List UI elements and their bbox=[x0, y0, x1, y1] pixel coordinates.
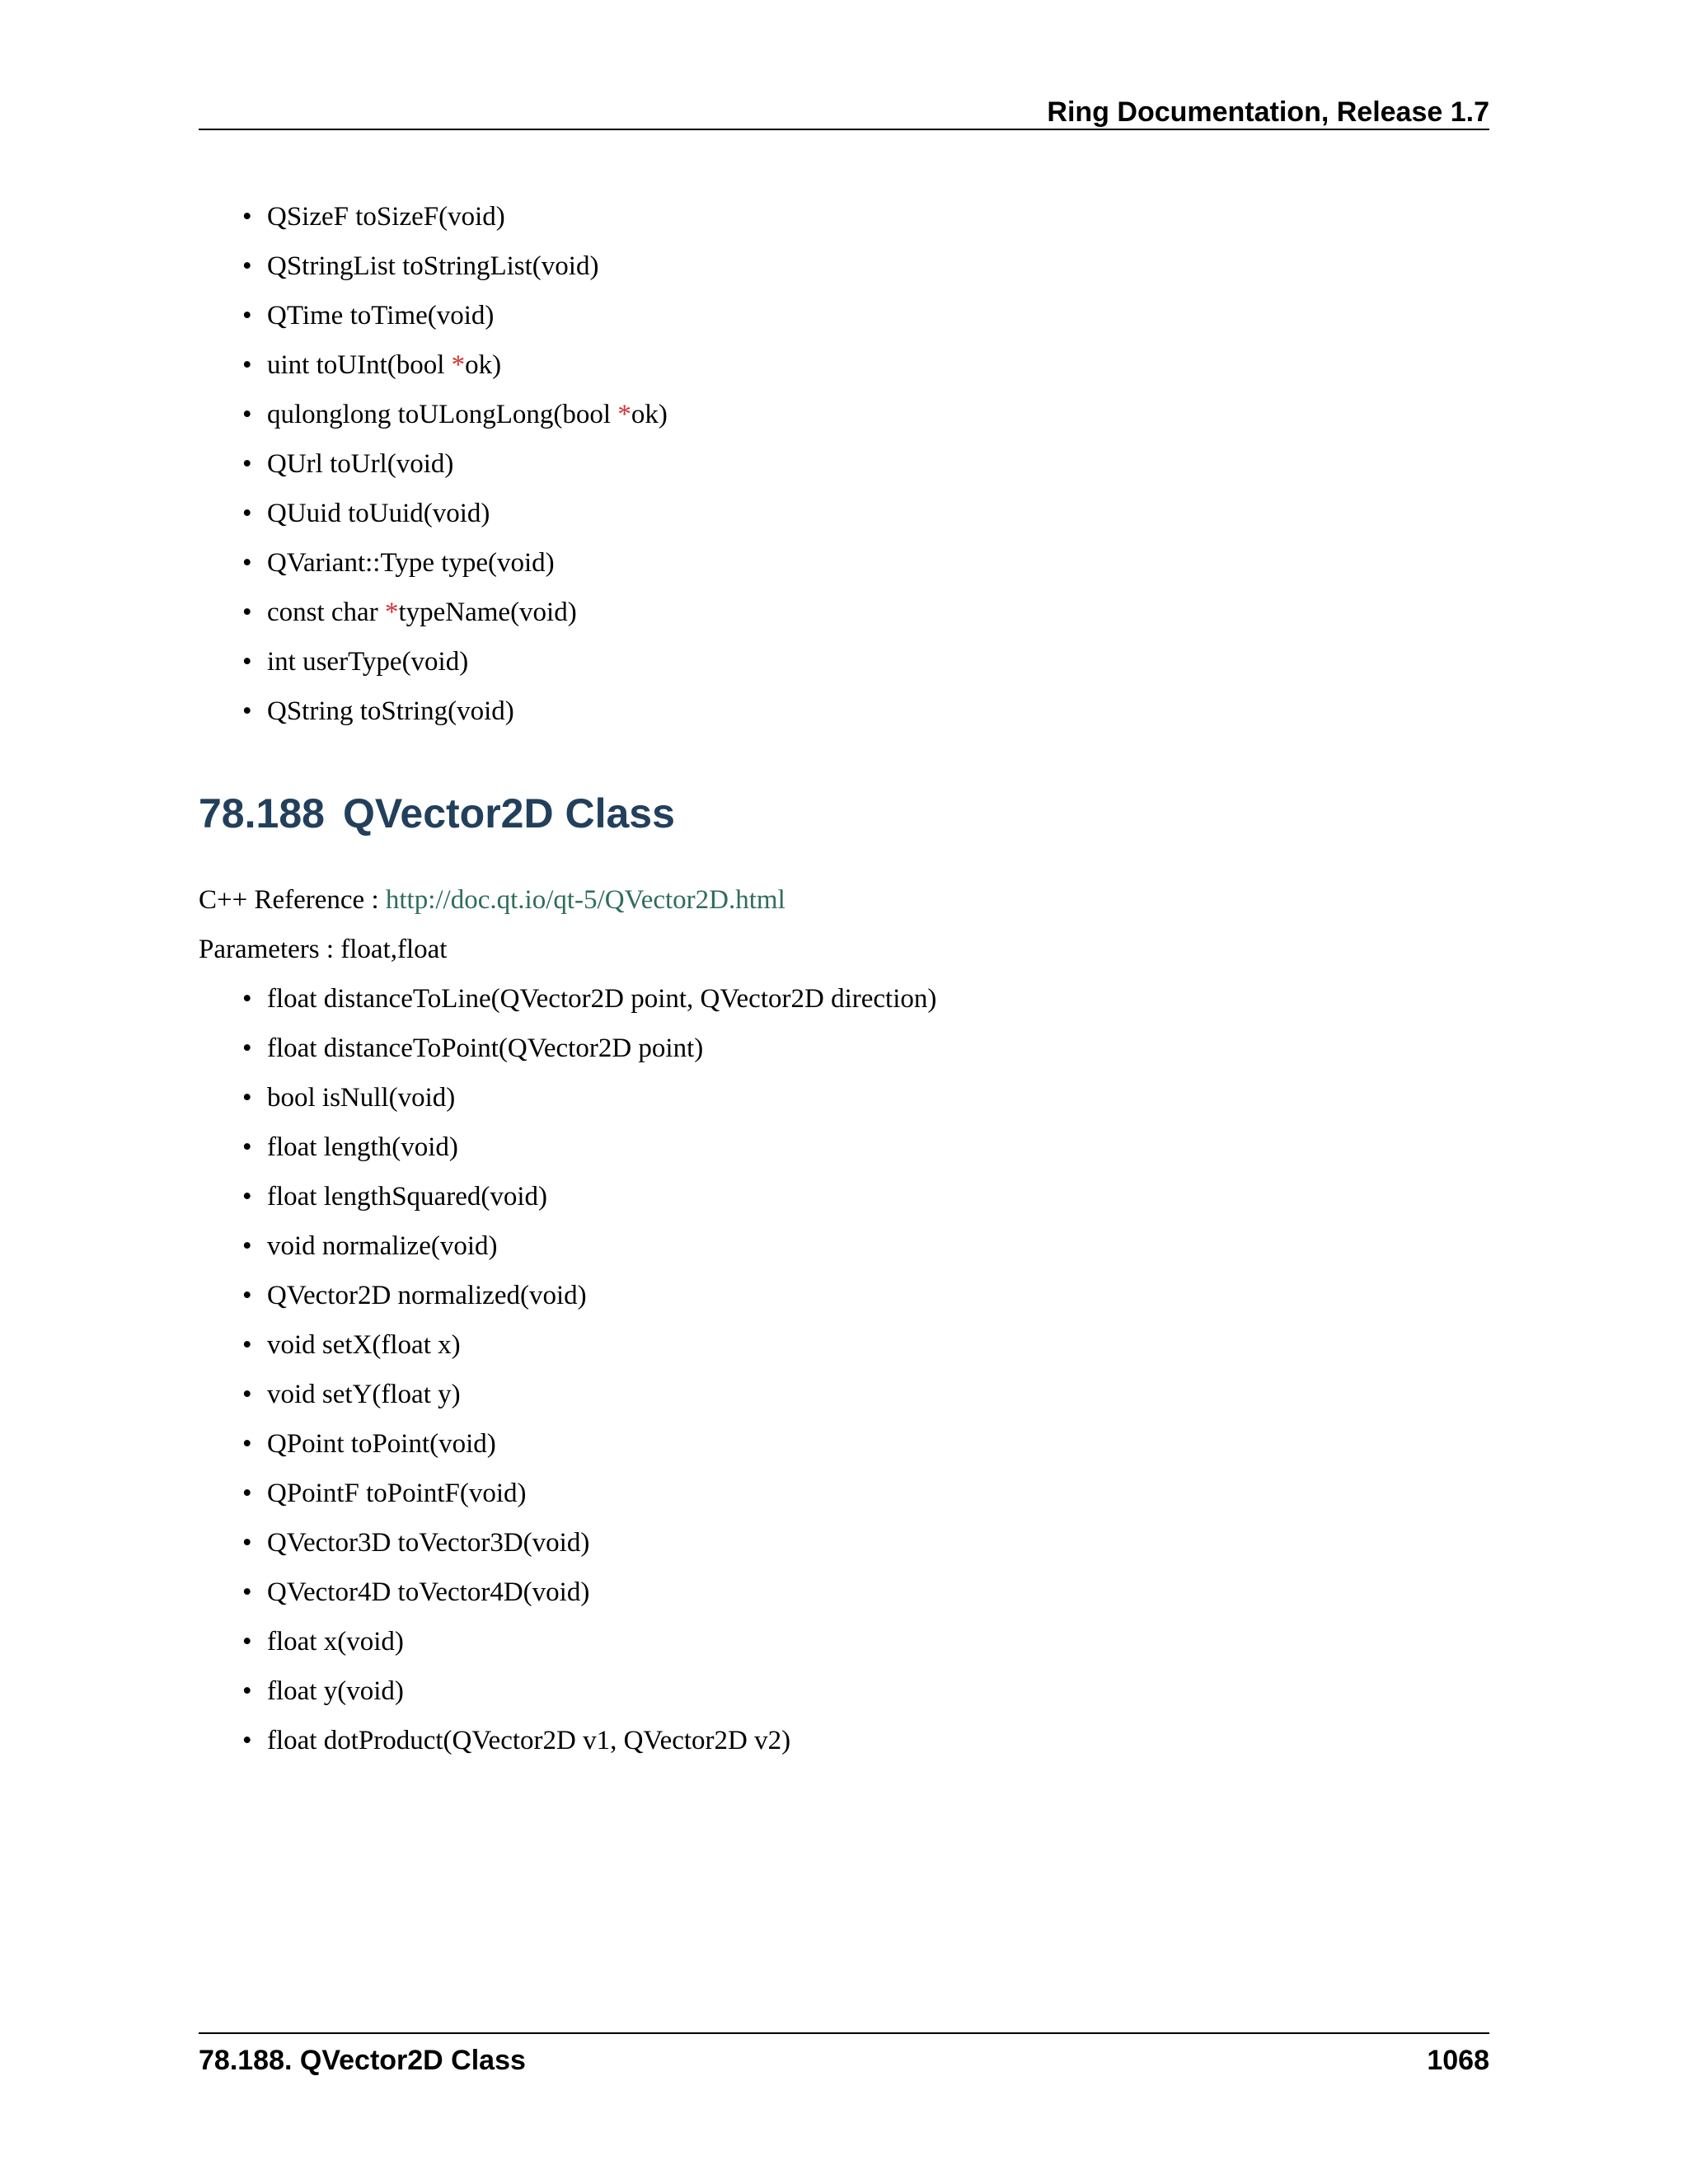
list-item bbox=[0, 588, 1688, 637]
bullet-icon: • bbox=[242, 449, 252, 479]
bullet-icon: • bbox=[242, 1281, 252, 1310]
method-signature: int userType(void) bbox=[267, 647, 469, 677]
pointer-star: * bbox=[451, 350, 466, 380]
method-signature: QVector4D toVector4D(void) bbox=[267, 1577, 590, 1607]
method-list-continued bbox=[0, 192, 1688, 736]
method-signature: QTime toTime(void) bbox=[267, 301, 495, 330]
bullet-icon: • bbox=[242, 1528, 252, 1558]
bullet-icon: • bbox=[242, 1479, 252, 1508]
list-item bbox=[0, 340, 1688, 390]
method-signature-pre: uint toUInt(bool bbox=[267, 350, 452, 380]
method-signature: bool isNull(void) bbox=[267, 1083, 456, 1113]
method-signature: QStringList toStringList(void) bbox=[267, 251, 599, 281]
list-item bbox=[0, 1568, 1688, 1617]
bullet-icon: • bbox=[242, 1676, 252, 1706]
list-item bbox=[0, 1716, 1688, 1765]
bullet-icon: • bbox=[242, 301, 252, 330]
bullet-icon: • bbox=[242, 1380, 252, 1409]
bullet-icon: • bbox=[242, 499, 252, 528]
method-signature: float x(void) bbox=[267, 1627, 404, 1657]
reference-label: C++ Reference : bbox=[199, 885, 386, 915]
bullet-icon: • bbox=[242, 202, 252, 232]
bullet-icon: • bbox=[242, 647, 252, 677]
list-item bbox=[0, 1320, 1688, 1370]
method-list bbox=[0, 974, 1688, 1765]
bullet-icon: • bbox=[242, 548, 252, 578]
method-signature-pre: const char bbox=[267, 598, 385, 627]
page-footer bbox=[199, 2032, 1489, 2083]
list-item bbox=[0, 687, 1688, 736]
method-signature-post: ok) bbox=[631, 400, 668, 429]
bullet-icon: • bbox=[242, 598, 252, 627]
bullet-icon: • bbox=[242, 1330, 252, 1360]
reference-link[interactable]: http://doc.qt.io/qt-5/QVector2D.html bbox=[385, 885, 785, 915]
bullet-icon: • bbox=[242, 1083, 252, 1113]
list-item bbox=[0, 1419, 1688, 1469]
list-item bbox=[0, 439, 1688, 489]
method-signature: void normalize(void) bbox=[267, 1231, 498, 1261]
method-signature: float distanceToLine(QVector2D point, QVector2D direction) bbox=[267, 984, 937, 1014]
pointer-star: * bbox=[384, 598, 399, 627]
method-signature: void setX(float x) bbox=[267, 1330, 461, 1360]
bullet-icon: • bbox=[242, 350, 252, 380]
method-signature: float length(void) bbox=[267, 1132, 458, 1162]
list-item bbox=[0, 637, 1688, 687]
method-signature: QString toString(void) bbox=[267, 696, 514, 726]
list-item bbox=[0, 241, 1688, 291]
bullet-icon: • bbox=[242, 1577, 252, 1607]
list-item bbox=[0, 1221, 1688, 1271]
method-signature: QVector3D toVector3D(void) bbox=[267, 1528, 590, 1558]
section-title: QVector2D Class bbox=[342, 790, 675, 837]
method-signature: QUrl toUrl(void) bbox=[267, 449, 454, 479]
bullet-icon: • bbox=[242, 1627, 252, 1657]
list-item bbox=[0, 1666, 1688, 1716]
method-signature: float y(void) bbox=[267, 1676, 404, 1706]
page-header bbox=[199, 91, 1489, 130]
list-item bbox=[0, 192, 1688, 241]
list-item bbox=[0, 1617, 1688, 1666]
section-number: 78.188 bbox=[199, 790, 325, 837]
bullet-icon: • bbox=[242, 251, 252, 281]
method-signature-post: ok) bbox=[465, 350, 502, 380]
list-item bbox=[0, 1271, 1688, 1320]
method-signature: QUuid toUuid(void) bbox=[267, 499, 490, 528]
list-item bbox=[0, 1370, 1688, 1419]
list-item bbox=[0, 538, 1688, 588]
bullet-icon: • bbox=[242, 1182, 252, 1212]
cpp-reference-line bbox=[199, 880, 785, 920]
list-item bbox=[0, 291, 1688, 340]
page-number: 1068 bbox=[1427, 2045, 1489, 2076]
method-signature: float dotProduct(QVector2D v1, QVector2D v2) bbox=[267, 1726, 791, 1755]
list-item bbox=[0, 1172, 1688, 1221]
method-signature: float lengthSquared(void) bbox=[267, 1182, 547, 1212]
document-title: Ring Documentation, Release 1.7 bbox=[1047, 96, 1489, 128]
bullet-icon: • bbox=[242, 1132, 252, 1162]
bullet-icon: • bbox=[242, 400, 252, 429]
method-signature: QSizeF toSizeF(void) bbox=[267, 202, 505, 232]
list-item bbox=[0, 974, 1688, 1024]
method-signature: float distanceToPoint(QVector2D point) bbox=[267, 1033, 704, 1063]
pointer-star: * bbox=[617, 400, 631, 429]
bullet-icon: • bbox=[242, 1726, 252, 1755]
list-item bbox=[0, 1518, 1688, 1568]
method-signature: void setY(float y) bbox=[267, 1380, 461, 1409]
bullet-icon: • bbox=[242, 1231, 252, 1261]
bullet-icon: • bbox=[242, 984, 252, 1014]
method-signature: QPointF toPointF(void) bbox=[267, 1479, 527, 1508]
parameters-line: Parameters : float,float bbox=[199, 935, 448, 964]
section-heading bbox=[199, 785, 675, 842]
method-signature: QVariant::Type type(void) bbox=[267, 548, 555, 578]
list-item bbox=[0, 1469, 1688, 1518]
method-signature-pre: qulonglong toULongLong(bool bbox=[267, 400, 618, 429]
list-item bbox=[0, 1073, 1688, 1122]
method-signature: QVector2D normalized(void) bbox=[267, 1281, 587, 1310]
bullet-icon: • bbox=[242, 696, 252, 726]
bullet-icon: • bbox=[242, 1033, 252, 1063]
list-item bbox=[0, 390, 1688, 439]
method-signature-post: typeName(void) bbox=[398, 598, 577, 627]
list-item bbox=[0, 1024, 1688, 1073]
footer-section-label: 78.188. QVector2D Class bbox=[199, 2045, 526, 2076]
method-signature: QPoint toPoint(void) bbox=[267, 1429, 496, 1459]
list-item bbox=[0, 1122, 1688, 1172]
bullet-icon: • bbox=[242, 1429, 252, 1459]
list-item bbox=[0, 489, 1688, 538]
